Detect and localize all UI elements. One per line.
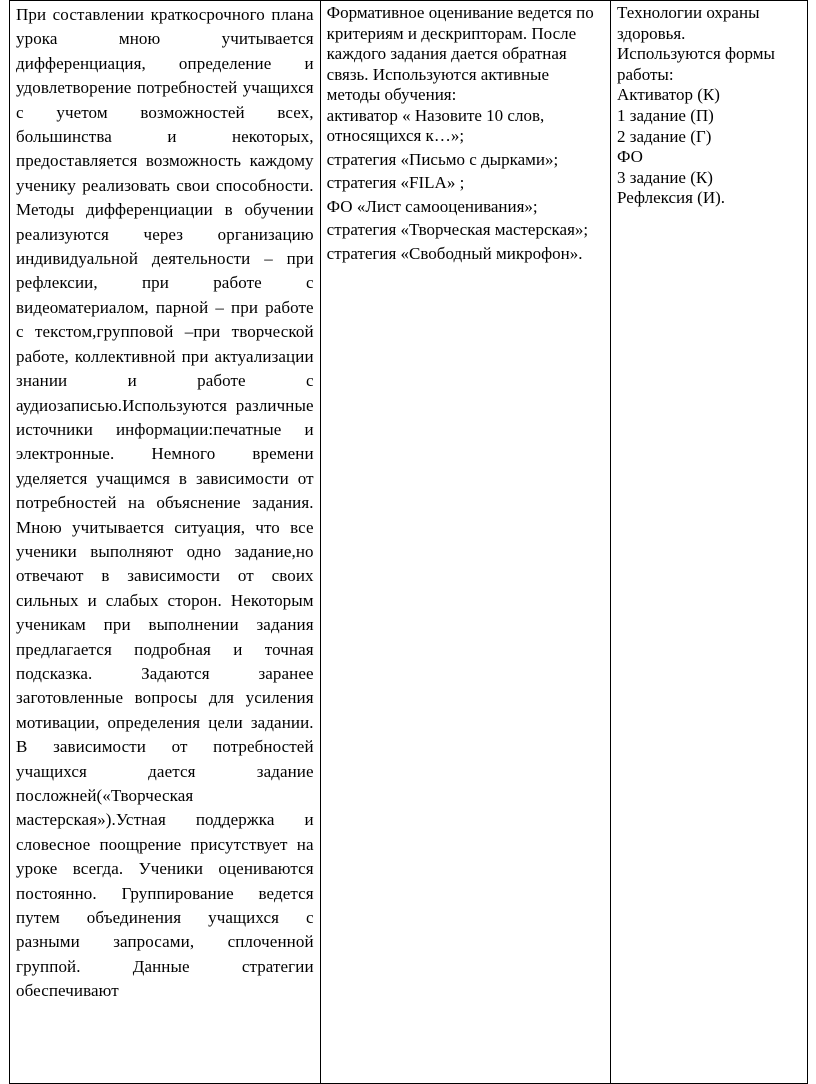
health-line: Используются формы работы:	[617, 44, 775, 84]
health-line: Рефлексия (И).	[617, 188, 726, 208]
health-line: 1 задание (П)	[617, 105, 714, 125]
strategy-item: стратегия «Письмо с дырками»;	[326, 149, 559, 169]
health-cell	[611, 1, 808, 1084]
table-row	[10, 1, 808, 1084]
health-line: 3 задание (К)	[617, 167, 713, 187]
health-line: 2 задание (Г)	[617, 126, 712, 146]
assessment-item: ФО «Лист самооценивания»;	[326, 196, 538, 216]
assessment-cell	[320, 1, 610, 1084]
differentiation-text: При составлении краткосрочного плана урока мною учитывается дифференциация, определение и удовлетворение потребностей учащихся с учетом возможностей всех, большинства и некоторых, предоставляется возможность каждому ученику реализовать свои способности. Методы дифференциации в обучении реализуются через организацию индивидуальной деятельности – при рефлексии, при работе с видеоматериалом, парной – при работе с текстом,групповой –при творческой работе, коллективной при актуализации знании и работе с аудиозаписью.Используются различные источники информации:печатные и электронные. Немного времени уделяется учащимся в зависимости от потребностей на объяснение задания. Мною учитывается ситуация, что все ученики выполняют одно задание,но отвечают в зависимости от своих сильных и слабых сторон. Некоторым ученикам при выполнении задания предлагается подробная и точная подсказка. Задаются заранее заготовленные вопросы для усиления мотивации, определения цели задании. В зависимости от потребностей учащихся дается задание посложней(«Творческая мастерская»).Устная поддержка и словесное поощрение присутствует на уроке всегда. Ученики оцениваются постоянно. Группирование ведется путем объединения учащихся с разными запросами, сплоченной группой. Данные стратегии обеспечивают	[16, 5, 314, 1001]
differentiation-cell	[10, 1, 321, 1084]
assessment-paragraph: Формативное оценивание ведется по критериям и дескрипторам. После каждого задания дается обратная связь. Используются активные методы обучения:	[326, 3, 594, 104]
strategy-item: стратегия «FILA» ;	[326, 173, 465, 192]
activator-item: активатор « Назовите 10 слов, относящихся к…»;	[326, 105, 545, 145]
health-line: Активатор (К)	[617, 85, 720, 105]
health-line: ФО	[617, 147, 643, 167]
strategy-item: стратегия «Творческая мастерская»;	[326, 220, 589, 239]
lesson-plan-table	[9, 0, 808, 1084]
health-line: Технологии охраны здоровья.	[617, 3, 760, 43]
strategy-item: стратегия «Свободный микрофон».	[326, 243, 583, 263]
